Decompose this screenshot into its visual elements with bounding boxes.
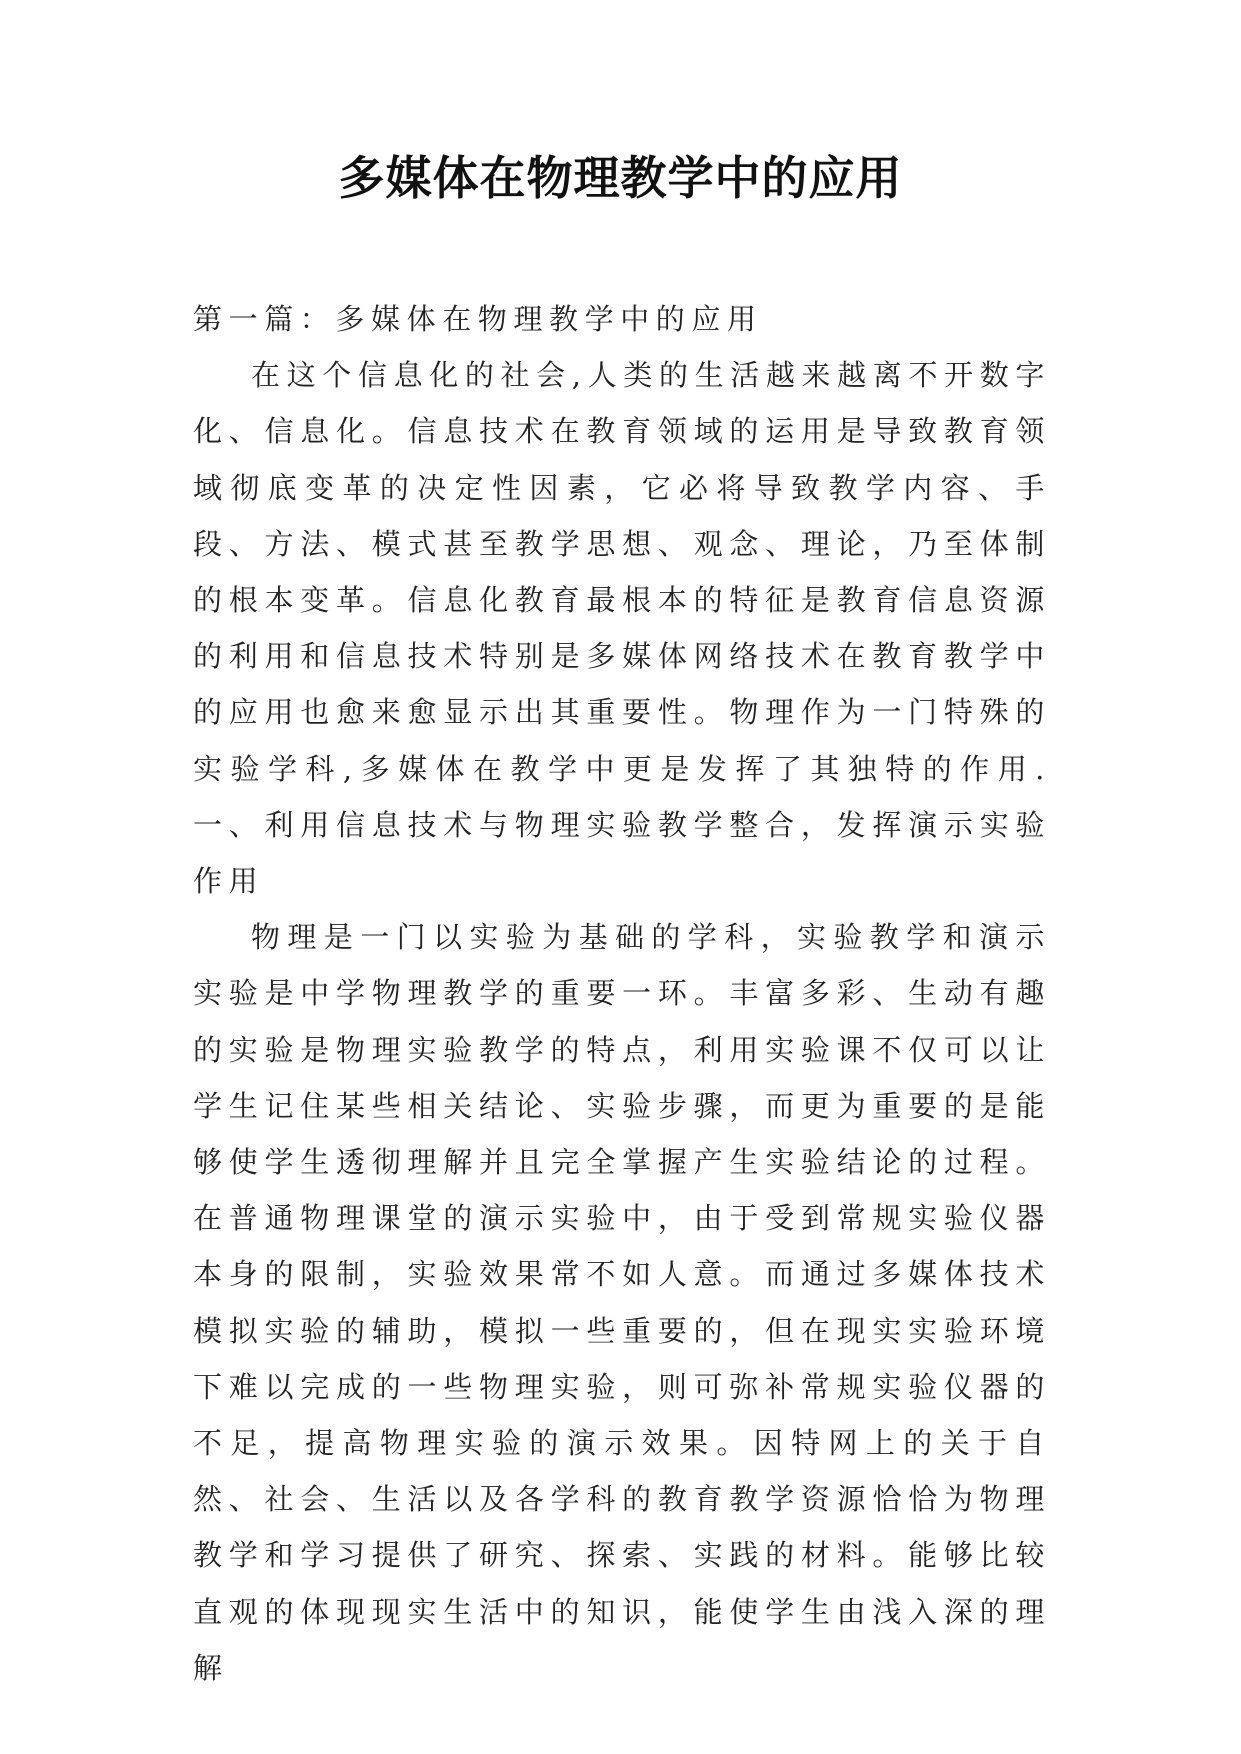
section-heading: 第一篇：多媒体在物理教学中的应用 — [193, 302, 763, 336]
body-paragraph: 物理是一门以实验为基础的学科，实验教学和演示实验是中学物理教学的重要一环。丰富多彩、生动有趣的实验是物理实验教学的特点，利用实验课不仅可以让学生记住某些相关结论、实验步骤，而更为重要的是能够使学生透彻理解并且完全掌握产生实验结论的过程。在普通物理课堂的演示实验中，由于受到常规实验仪器本身的限制，实验效果常不如人意。而通过多媒体技术模拟实验的辅助，模拟一些重要的，但在现实实验环境下难以完成的一些物理实验，则可弥补常规实验仪器的不足，提高物理实验的演示效果。因特网上的关于自然、社会、生活以及各学科的教育教学资源恰恰为物理教学和学习提供了研究、探索、实践的材料。能够比较直观的体现现实生活中的知识，能使学生由浅入深的理解 — [193, 920, 1051, 1685]
document-body — [193, 291, 1051, 1696]
document-title: 多媒体在物理教学中的应用 — [338, 151, 903, 205]
body-paragraph: 在这个信息化的社会,人类的生活越来越离不开数字化、信息化。信息技术在教育领域的运用是导致教育领域彻底变革的决定性因素，它必将导致教学内容、手段、方法、模式甚至教学思想、观念、理论，乃至体制的根本变革。信息化教育最根本的特征是教育信息资源的利用和信息技术特别是多媒体网络技术在教育教学中的应用也愈来愈显示出其重要性。物理作为一门特殊的实验学科,多媒体在教学中更是发挥了其独特的作用.一、利用信息技术与物理实验教学整合，发挥演示实验作用 — [193, 358, 1051, 899]
